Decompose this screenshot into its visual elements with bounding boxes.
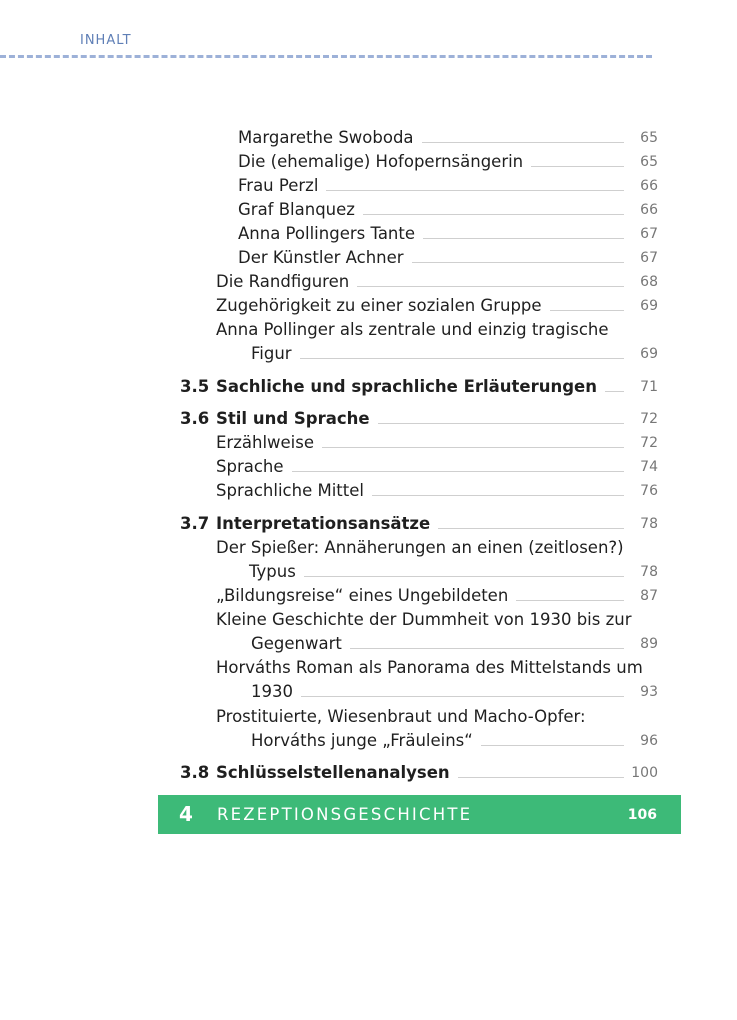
toc-entry-title-line1: Anna Pollinger als zentrale und einzig tragische xyxy=(216,320,609,339)
toc-entry-page: 68 xyxy=(640,274,658,290)
toc-entry-title: Die Randfiguren xyxy=(216,272,350,291)
toc-entry[interactable] xyxy=(216,585,658,607)
toc-entry[interactable] xyxy=(238,247,658,269)
toc-section-number: 3.5 xyxy=(180,377,210,396)
toc-entry-title: Horváths junge „Fräuleins“ xyxy=(251,731,473,750)
toc-entry[interactable] xyxy=(216,480,658,502)
chapter-title: REZEPTIONSGESCHICHTE xyxy=(217,805,473,824)
toc-entry-title: Sprache xyxy=(216,457,284,476)
toc-entry-page: 67 xyxy=(640,226,658,242)
toc-entry[interactable] xyxy=(238,175,658,197)
chapter-number: 4 xyxy=(179,802,193,826)
toc-leader-line xyxy=(350,648,624,649)
toc-entry-page: 89 xyxy=(640,636,658,652)
toc-leader-line xyxy=(301,696,624,697)
toc-leader-line xyxy=(292,471,624,472)
toc-entry[interactable] xyxy=(216,456,658,478)
toc-entry-page: 96 xyxy=(640,733,658,749)
toc-leader-line xyxy=(422,142,624,143)
toc-section-number: 3.6 xyxy=(180,409,210,428)
toc-entry-title: Margarethe Swoboda xyxy=(238,128,414,147)
toc-leader-line xyxy=(378,423,624,424)
toc-section-entry[interactable] xyxy=(216,762,658,784)
toc-entry-title: Der Künstler Achner xyxy=(238,248,404,267)
toc-entry[interactable] xyxy=(251,343,658,365)
toc-leader-line xyxy=(605,391,624,392)
toc-entry-title: Anna Pollingers Tante xyxy=(238,224,416,243)
toc-entry[interactable] xyxy=(251,633,658,655)
toc-entry-page: 72 xyxy=(640,411,658,427)
toc-entry-page: 100 xyxy=(631,765,658,781)
toc-entry[interactable] xyxy=(251,681,658,703)
toc-entry-title: Typus xyxy=(249,562,296,581)
toc-entry-title-line1: Kleine Geschichte der Dummheit von 1930 bis zur xyxy=(216,610,632,629)
toc-entry-page: 71 xyxy=(640,379,658,395)
toc-leader-line xyxy=(412,262,624,263)
toc-entry[interactable] xyxy=(216,271,658,293)
toc-section-title: Stil und Sprache xyxy=(216,409,370,428)
toc-entry[interactable] xyxy=(216,295,658,317)
toc-leader-line xyxy=(304,576,624,577)
toc-section-entry[interactable] xyxy=(216,513,658,535)
toc-entry-page: 93 xyxy=(640,684,658,700)
toc-entry-title-line1: Prostituierte, Wiesenbraut und Macho-Opfer: xyxy=(216,707,586,726)
toc-leader-line xyxy=(326,190,624,191)
toc-entry-title: Sprachliche Mittel xyxy=(216,481,364,500)
toc-entry[interactable] xyxy=(249,561,658,583)
toc-leader-line xyxy=(438,528,624,529)
toc-entry-page: 69 xyxy=(640,298,658,314)
toc-leader-line xyxy=(372,495,624,496)
toc-entry-title: „Bildungsreise“ eines Ungebildeten xyxy=(216,586,509,605)
toc-entry-title-line1: Horváths Roman als Panorama des Mittelstands um xyxy=(216,658,643,677)
toc-entry-page: 78 xyxy=(640,516,658,532)
toc-entry[interactable] xyxy=(238,127,658,149)
toc-entry-page: 74 xyxy=(640,459,658,475)
toc-entry-page: 66 xyxy=(640,178,658,194)
toc-entry-title: Erzählweise xyxy=(216,433,315,452)
toc-entry-title-line1: Der Spießer: Annäherungen an einen (zeitlosen?) xyxy=(216,538,624,557)
toc-entry[interactable] xyxy=(238,199,658,221)
toc-leader-line xyxy=(357,286,624,287)
toc-leader-line xyxy=(481,745,624,746)
toc-entry-page: 87 xyxy=(640,588,658,604)
toc-chapter-banner[interactable] xyxy=(158,795,681,834)
toc-section-number: 3.7 xyxy=(180,514,210,533)
toc-leader-line xyxy=(531,166,624,167)
toc-entry[interactable] xyxy=(238,151,658,173)
toc-entry-title: Figur xyxy=(251,344,292,363)
toc-leader-line xyxy=(363,214,624,215)
toc-entry-page: 66 xyxy=(640,202,658,218)
toc-entry[interactable] xyxy=(238,223,658,245)
toc-leader-line xyxy=(550,310,624,311)
toc-entry-page: 65 xyxy=(640,130,658,146)
toc-entry-title: Frau Perzl xyxy=(238,176,319,195)
toc-entry-page: 67 xyxy=(640,250,658,266)
toc-entry-title: Gegenwart xyxy=(251,634,342,653)
toc-entry-page: 78 xyxy=(640,564,658,580)
toc-leader-line xyxy=(516,600,624,601)
toc-section-title: Interpretationsansätze xyxy=(216,514,431,533)
toc-entry-title: Die (ehemalige) Hofopernsängerin xyxy=(238,152,524,171)
toc-leader-line xyxy=(322,447,624,448)
toc-entry-page: 72 xyxy=(640,435,658,451)
toc-section-number: 3.8 xyxy=(180,763,210,782)
running-header: INHALT xyxy=(80,33,132,48)
toc-leader-line xyxy=(300,358,624,359)
toc-entry-page: 76 xyxy=(640,483,658,499)
toc-entry-title: Zugehörigkeit zu einer sozialen Gruppe xyxy=(216,296,542,315)
toc-entry[interactable] xyxy=(251,730,658,752)
toc-entry[interactable] xyxy=(216,432,658,454)
chapter-page: 106 xyxy=(627,807,657,823)
toc-entry-title: 1930 xyxy=(251,682,293,701)
toc-section-title: Schlüsselstellenanalysen xyxy=(216,763,450,782)
toc-section-title: Sachliche und sprachliche Erläuterungen xyxy=(216,377,597,396)
toc-entry-page: 65 xyxy=(640,154,658,170)
toc-entry-page: 69 xyxy=(640,346,658,362)
toc-section-entry[interactable] xyxy=(216,376,658,398)
toc-leader-line xyxy=(458,777,624,778)
toc-leader-line xyxy=(423,238,624,239)
toc-section-entry[interactable] xyxy=(216,408,658,430)
toc-entry-title: Graf Blanquez xyxy=(238,200,355,219)
